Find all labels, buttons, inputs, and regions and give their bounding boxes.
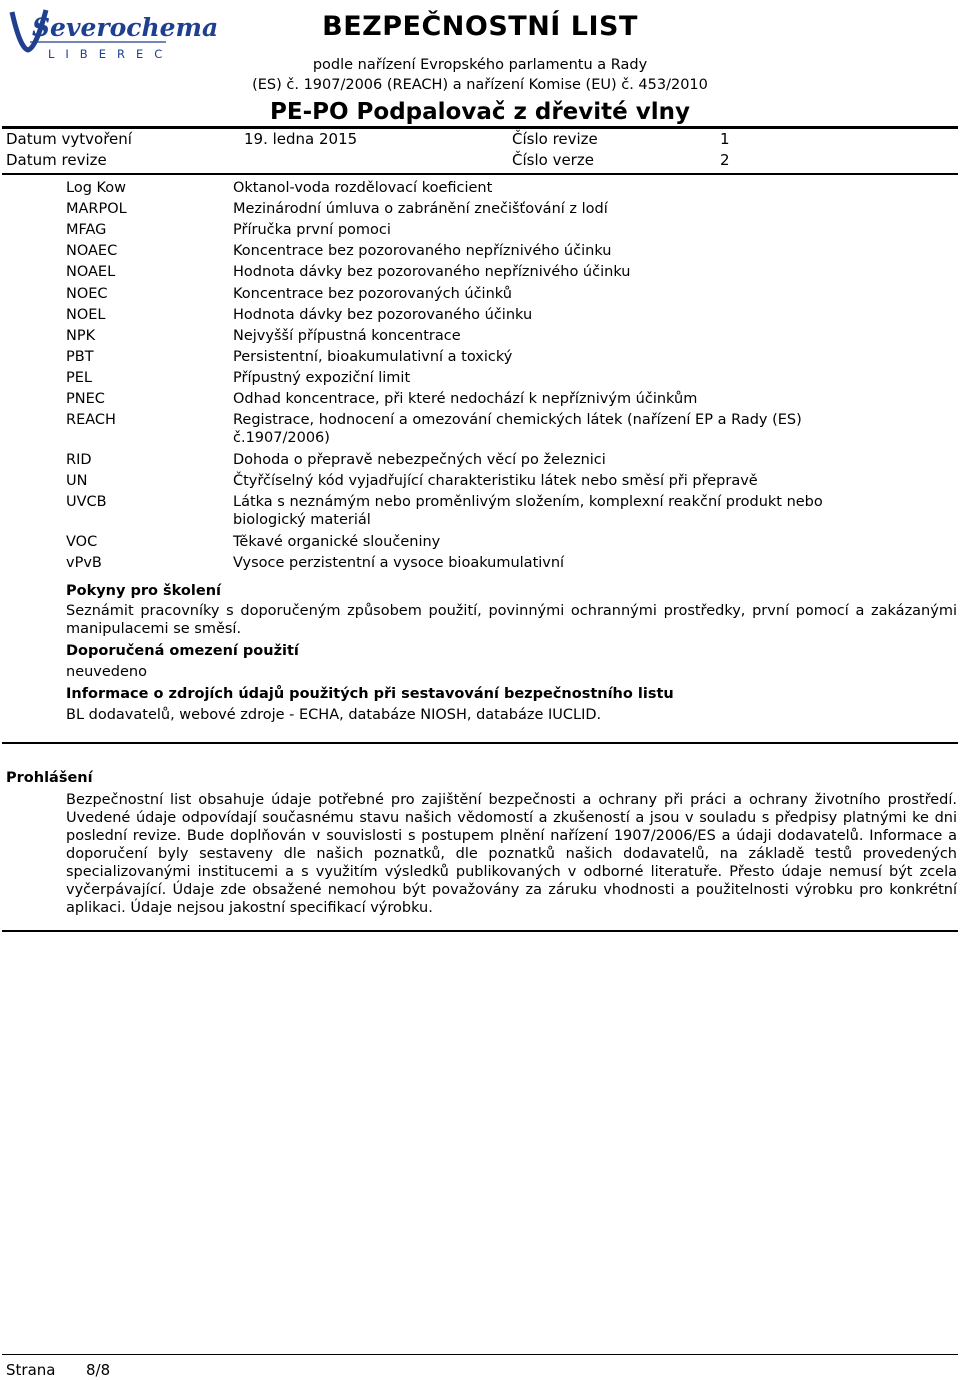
abbreviation-value: Hodnota dávky bez pozorovaného nepříznivého účinku xyxy=(233,264,631,280)
abbreviation-key: NOEC xyxy=(66,286,108,302)
abbreviation-row xyxy=(0,306,960,324)
abbreviation-key: vPvB xyxy=(66,555,102,571)
created-value: 19. ledna 2015 xyxy=(244,130,358,148)
logo-subtitle: LIBEREC xyxy=(48,47,174,61)
regulation-line-2: (ES) č. 1907/2006 (REACH) a nařízení Komise (EU) č. 453/2010 xyxy=(252,77,708,93)
page-number: 8/8 xyxy=(86,1361,111,1379)
section-divider xyxy=(2,742,958,744)
section-divider xyxy=(2,930,958,932)
abbreviation-key: Log Kow xyxy=(66,180,127,196)
abbreviation-value: Přípustný expoziční limit xyxy=(233,370,411,386)
abbreviation-row xyxy=(0,221,960,239)
abbreviation-row xyxy=(0,179,960,197)
abbreviation-key: RID xyxy=(66,452,92,468)
abbreviation-row xyxy=(0,263,960,281)
abbreviation-row xyxy=(0,390,960,408)
abbreviation-value: Oktanol-voda rozdělovací koeficient xyxy=(233,180,493,196)
abbreviation-key: NOAEL xyxy=(66,264,116,280)
declaration-text: Bezpečnostní list obsahuje údaje potřebné pro zajištění bezpečnosti a ochrany při práci a ochrany životního prostředí. Uvedené údaje odpovídají současnému stavu našich vědomostí a zkušeností a jsou v souladu s předpisy platnými ke dni poslední revize. Bude doplňován v souvislosti s postupem plnění nařízení 1907/2006/ES a údaji dodavatelů. Informace a doporučení byly sestaveny dle našich poznatků, dle poznatků našich dodavatelů, na základě testů provedených specializovanými institucemi a s využitím výsledků publikovaných v odborné literatuře. Přesto údaje nemusí být zcela vyčerpávající. Údaje zde obsažené nemohou být považovány za záruku vhodnosti a použitelnosti výrobku pro konkrétní aplikaci. Údaje nejsou jakostní specifikací výrobku. xyxy=(66,792,957,916)
abbreviation-key: UVCB xyxy=(66,494,107,510)
created-label: Datum vytvoření xyxy=(6,130,132,148)
declaration-heading: Prohlášení xyxy=(6,770,93,786)
header-divider xyxy=(2,126,958,129)
revision-number-label: Číslo revize xyxy=(512,130,598,148)
revision-number-value: 1 xyxy=(720,130,730,148)
abbreviation-key: PNEC xyxy=(66,391,105,407)
abbreviation-key: MARPOL xyxy=(66,201,127,217)
page-label: Strana xyxy=(6,1361,56,1379)
abbreviation-key: MFAG xyxy=(66,222,107,238)
abbreviation-row xyxy=(0,327,960,345)
abbreviation-row xyxy=(0,554,960,572)
abbreviation-key: REACH xyxy=(66,412,116,428)
sources-text: BL dodavatelů, webové zdroje - ECHA, databáze NIOSH, databáze IUCLID. xyxy=(66,707,602,723)
abbreviation-value: Persistentní, bioakumulativní a toxický xyxy=(233,349,513,365)
training-text: Seznámit pracovníky s doporučeným způsobem použití, povinnými ochrannými prostředky, první pomocí a zakázanými manipulacemi se směsí. xyxy=(66,603,957,637)
abbreviation-value: Odhad koncentrace, při které nedochází k nepříznivým účinkům xyxy=(233,391,698,407)
abbreviation-row xyxy=(0,200,960,218)
footer-divider xyxy=(2,1354,958,1355)
restrictions-text: neuvedeno xyxy=(66,664,147,680)
regulation-line-1: podle nařízení Evropského parlamentu a Rady xyxy=(312,57,648,73)
document-title: BEZPEČNOSTNÍ LIST xyxy=(322,11,638,42)
revision-date-label: Datum revize xyxy=(6,151,107,169)
company-logo xyxy=(6,4,219,62)
abbreviation-value: Látka s neznámým nebo proměnlivým složením, komplexní reakční produkt nebo biologický materiál xyxy=(233,494,823,528)
abbreviation-row xyxy=(0,472,960,490)
abbreviation-value: Těkavé organické sloučeniny xyxy=(233,534,441,550)
sources-heading: Informace o zdrojích údajů použitých při sestavování bezpečnostního listu xyxy=(66,686,674,702)
abbreviation-value: Koncentrace bez pozorovaných účinků xyxy=(233,286,512,302)
abbreviation-row xyxy=(0,369,960,387)
abbreviation-value: Koncentrace bez pozorovaného nepříznivého účinku xyxy=(233,243,612,259)
abbreviation-value: Čtyřčíselný kód vyjadřující charakteristiku látek nebo směsí při přepravě xyxy=(233,473,758,489)
abbreviation-row xyxy=(0,493,960,529)
abbreviation-key: NOAEC xyxy=(66,243,118,259)
abbreviation-value: Registrace, hodnocení a omezování chemických látek (nařízení EP a Rady (ES) č.1907/2006) xyxy=(233,412,802,446)
abbreviation-row xyxy=(0,242,960,260)
abbreviation-value: Vysoce perzistentní a vysoce bioakumulativní xyxy=(233,555,565,571)
training-heading: Pokyny pro školení xyxy=(66,583,221,599)
abbreviation-row xyxy=(0,451,960,469)
abbreviation-value: Dohoda o přepravě nebezpečných věcí po železnici xyxy=(233,452,606,468)
abbreviation-key: NPK xyxy=(66,328,96,344)
abbreviation-value: Nejvyšší přípustná koncentrace xyxy=(233,328,461,344)
abbreviation-value: Příručka první pomoci xyxy=(233,222,391,238)
abbreviation-key: VOC xyxy=(66,534,98,550)
abbreviation-key: UN xyxy=(66,473,88,489)
version-value: 2 xyxy=(720,151,730,169)
header-bottom-divider xyxy=(2,173,958,175)
product-name: PE-PO Podpalovač z dřevité vlny xyxy=(270,99,690,125)
abbreviation-key: PEL xyxy=(66,370,92,386)
abbreviation-value: Mezinárodní úmluva o zabránění znečišťování z lodí xyxy=(233,201,608,217)
abbreviation-key: NOEL xyxy=(66,307,106,323)
abbreviation-row xyxy=(0,533,960,551)
abbreviation-key: PBT xyxy=(66,349,94,365)
version-label: Číslo verze xyxy=(512,151,594,169)
logo-wordmark: Severochema xyxy=(32,13,219,42)
abbreviation-row xyxy=(0,285,960,303)
abbreviation-row xyxy=(0,411,960,447)
restrictions-heading: Doporučená omezení použití xyxy=(66,643,299,659)
abbreviation-row xyxy=(0,348,960,366)
abbreviation-value: Hodnota dávky bez pozorovaného účinku xyxy=(233,307,533,323)
